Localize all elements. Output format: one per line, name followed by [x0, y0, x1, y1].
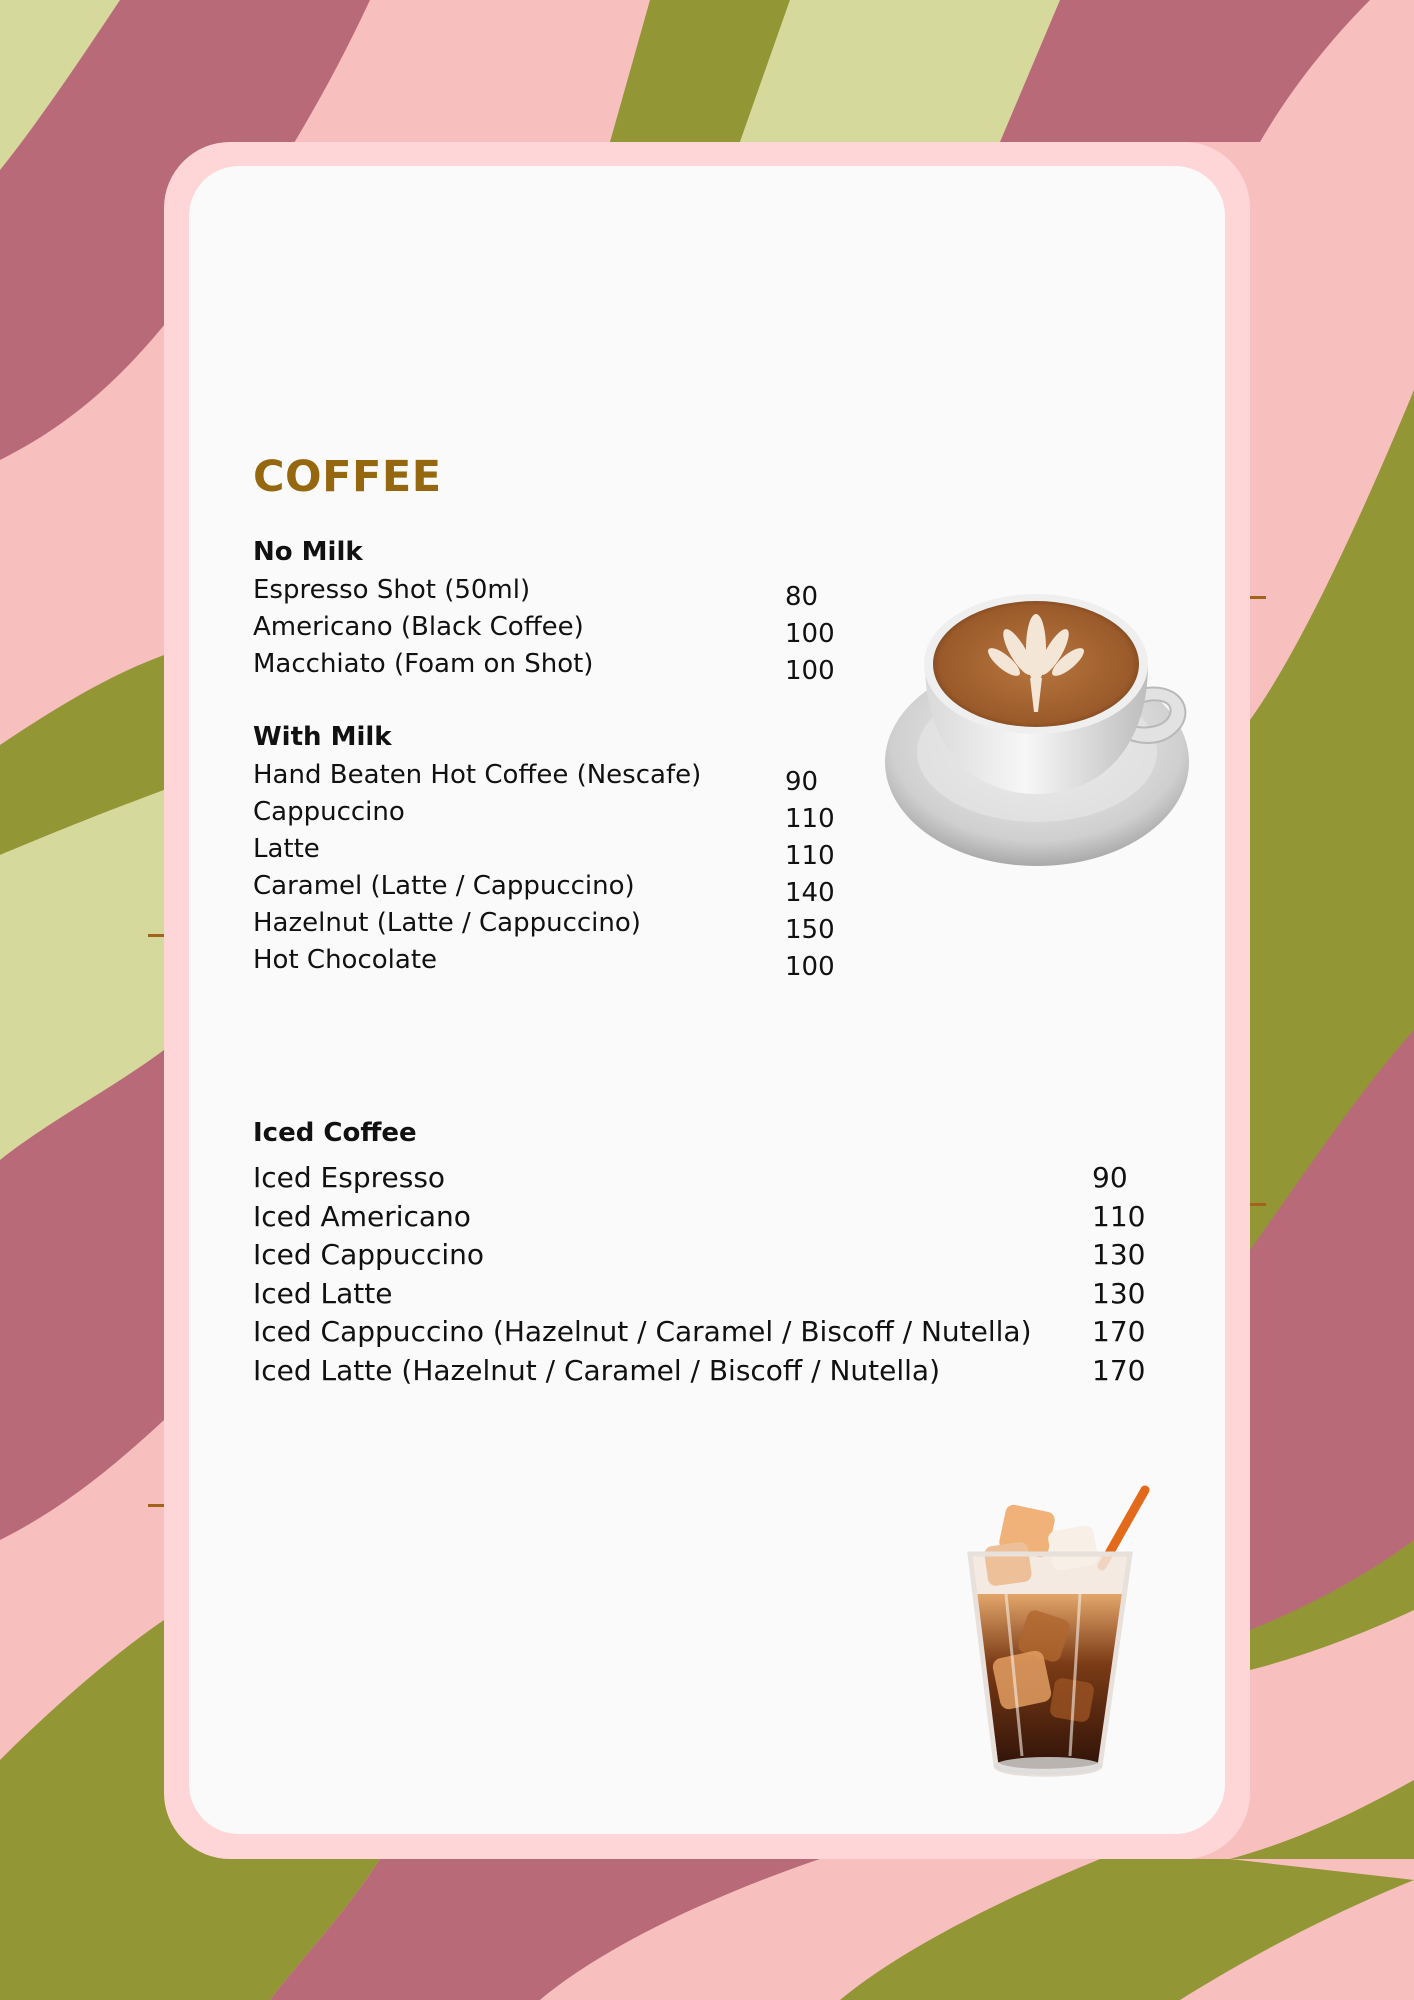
menu-item [253, 831, 893, 871]
item-name: Espresso Shot (50ml) [253, 575, 531, 605]
item-price: 170 [1092, 1315, 1146, 1348]
item-price: 100 [785, 619, 835, 649]
section-heading-with-milk: With Milk [253, 722, 392, 752]
iced-coffee-list [253, 1159, 1153, 1390]
menu-item [253, 942, 893, 982]
menu-item [253, 609, 893, 649]
item-name: Macchiato (Foam on Shot) [253, 649, 594, 679]
menu-item [253, 646, 893, 686]
item-price: 100 [785, 952, 835, 982]
item-price: 110 [785, 804, 835, 834]
with-milk-list [253, 757, 893, 982]
item-name: Hand Beaten Hot Coffee (Nescafe) [253, 760, 702, 790]
item-price: 150 [785, 915, 835, 945]
menu-item [253, 1352, 1153, 1391]
item-price: 90 [1092, 1161, 1128, 1194]
menu-item [253, 868, 893, 908]
item-price: 100 [785, 656, 835, 686]
item-name: Iced Latte (Hazelnut / Caramel / Biscoff / Nutella) [253, 1353, 940, 1387]
menu-item [253, 757, 893, 797]
item-price: 170 [1092, 1353, 1146, 1387]
item-price: 110 [785, 841, 835, 871]
item-price: 130 [1092, 1276, 1146, 1310]
section-heading-iced-coffee: Iced Coffee [253, 1118, 417, 1148]
iced-coffee-glass-illustration [940, 1484, 1160, 1784]
item-name: Americano (Black Coffee) [253, 612, 584, 642]
item-name: Iced Latte [253, 1276, 393, 1310]
menu-item [253, 794, 893, 834]
item-name: Iced Cappuccino [253, 1238, 484, 1271]
item-name: Iced Americano [253, 1199, 471, 1233]
item-price: 140 [785, 878, 835, 908]
item-name: Latte [253, 834, 320, 864]
item-name: Iced Cappuccino (Hazelnut / Caramel / Biscoff / Nutella) [253, 1315, 1032, 1348]
item-name: Caramel (Latte / Cappuccino) [253, 871, 635, 901]
item-name: Iced Espresso [253, 1161, 446, 1194]
item-price: 90 [785, 767, 819, 797]
no-milk-list [253, 572, 893, 686]
item-name: Cappuccino [253, 797, 405, 827]
menu-item [253, 572, 893, 612]
menu-item [253, 1236, 1153, 1275]
item-price: 130 [1092, 1238, 1146, 1271]
menu-item [253, 1275, 1153, 1314]
item-name: Hazelnut (Latte / Cappuccino) [253, 908, 641, 938]
section-heading-no-milk: No Milk [253, 537, 363, 567]
menu-item [253, 1313, 1153, 1352]
hot-latte-cup-illustration [880, 594, 1195, 874]
menu-item [253, 1159, 1153, 1198]
item-price: 80 [785, 582, 819, 612]
item-price: 110 [1092, 1199, 1146, 1233]
menu-item [253, 1198, 1153, 1237]
menu-item [253, 905, 893, 945]
item-name: Hot Chocolate [253, 945, 438, 975]
menu-title: COFFEE [253, 452, 442, 502]
